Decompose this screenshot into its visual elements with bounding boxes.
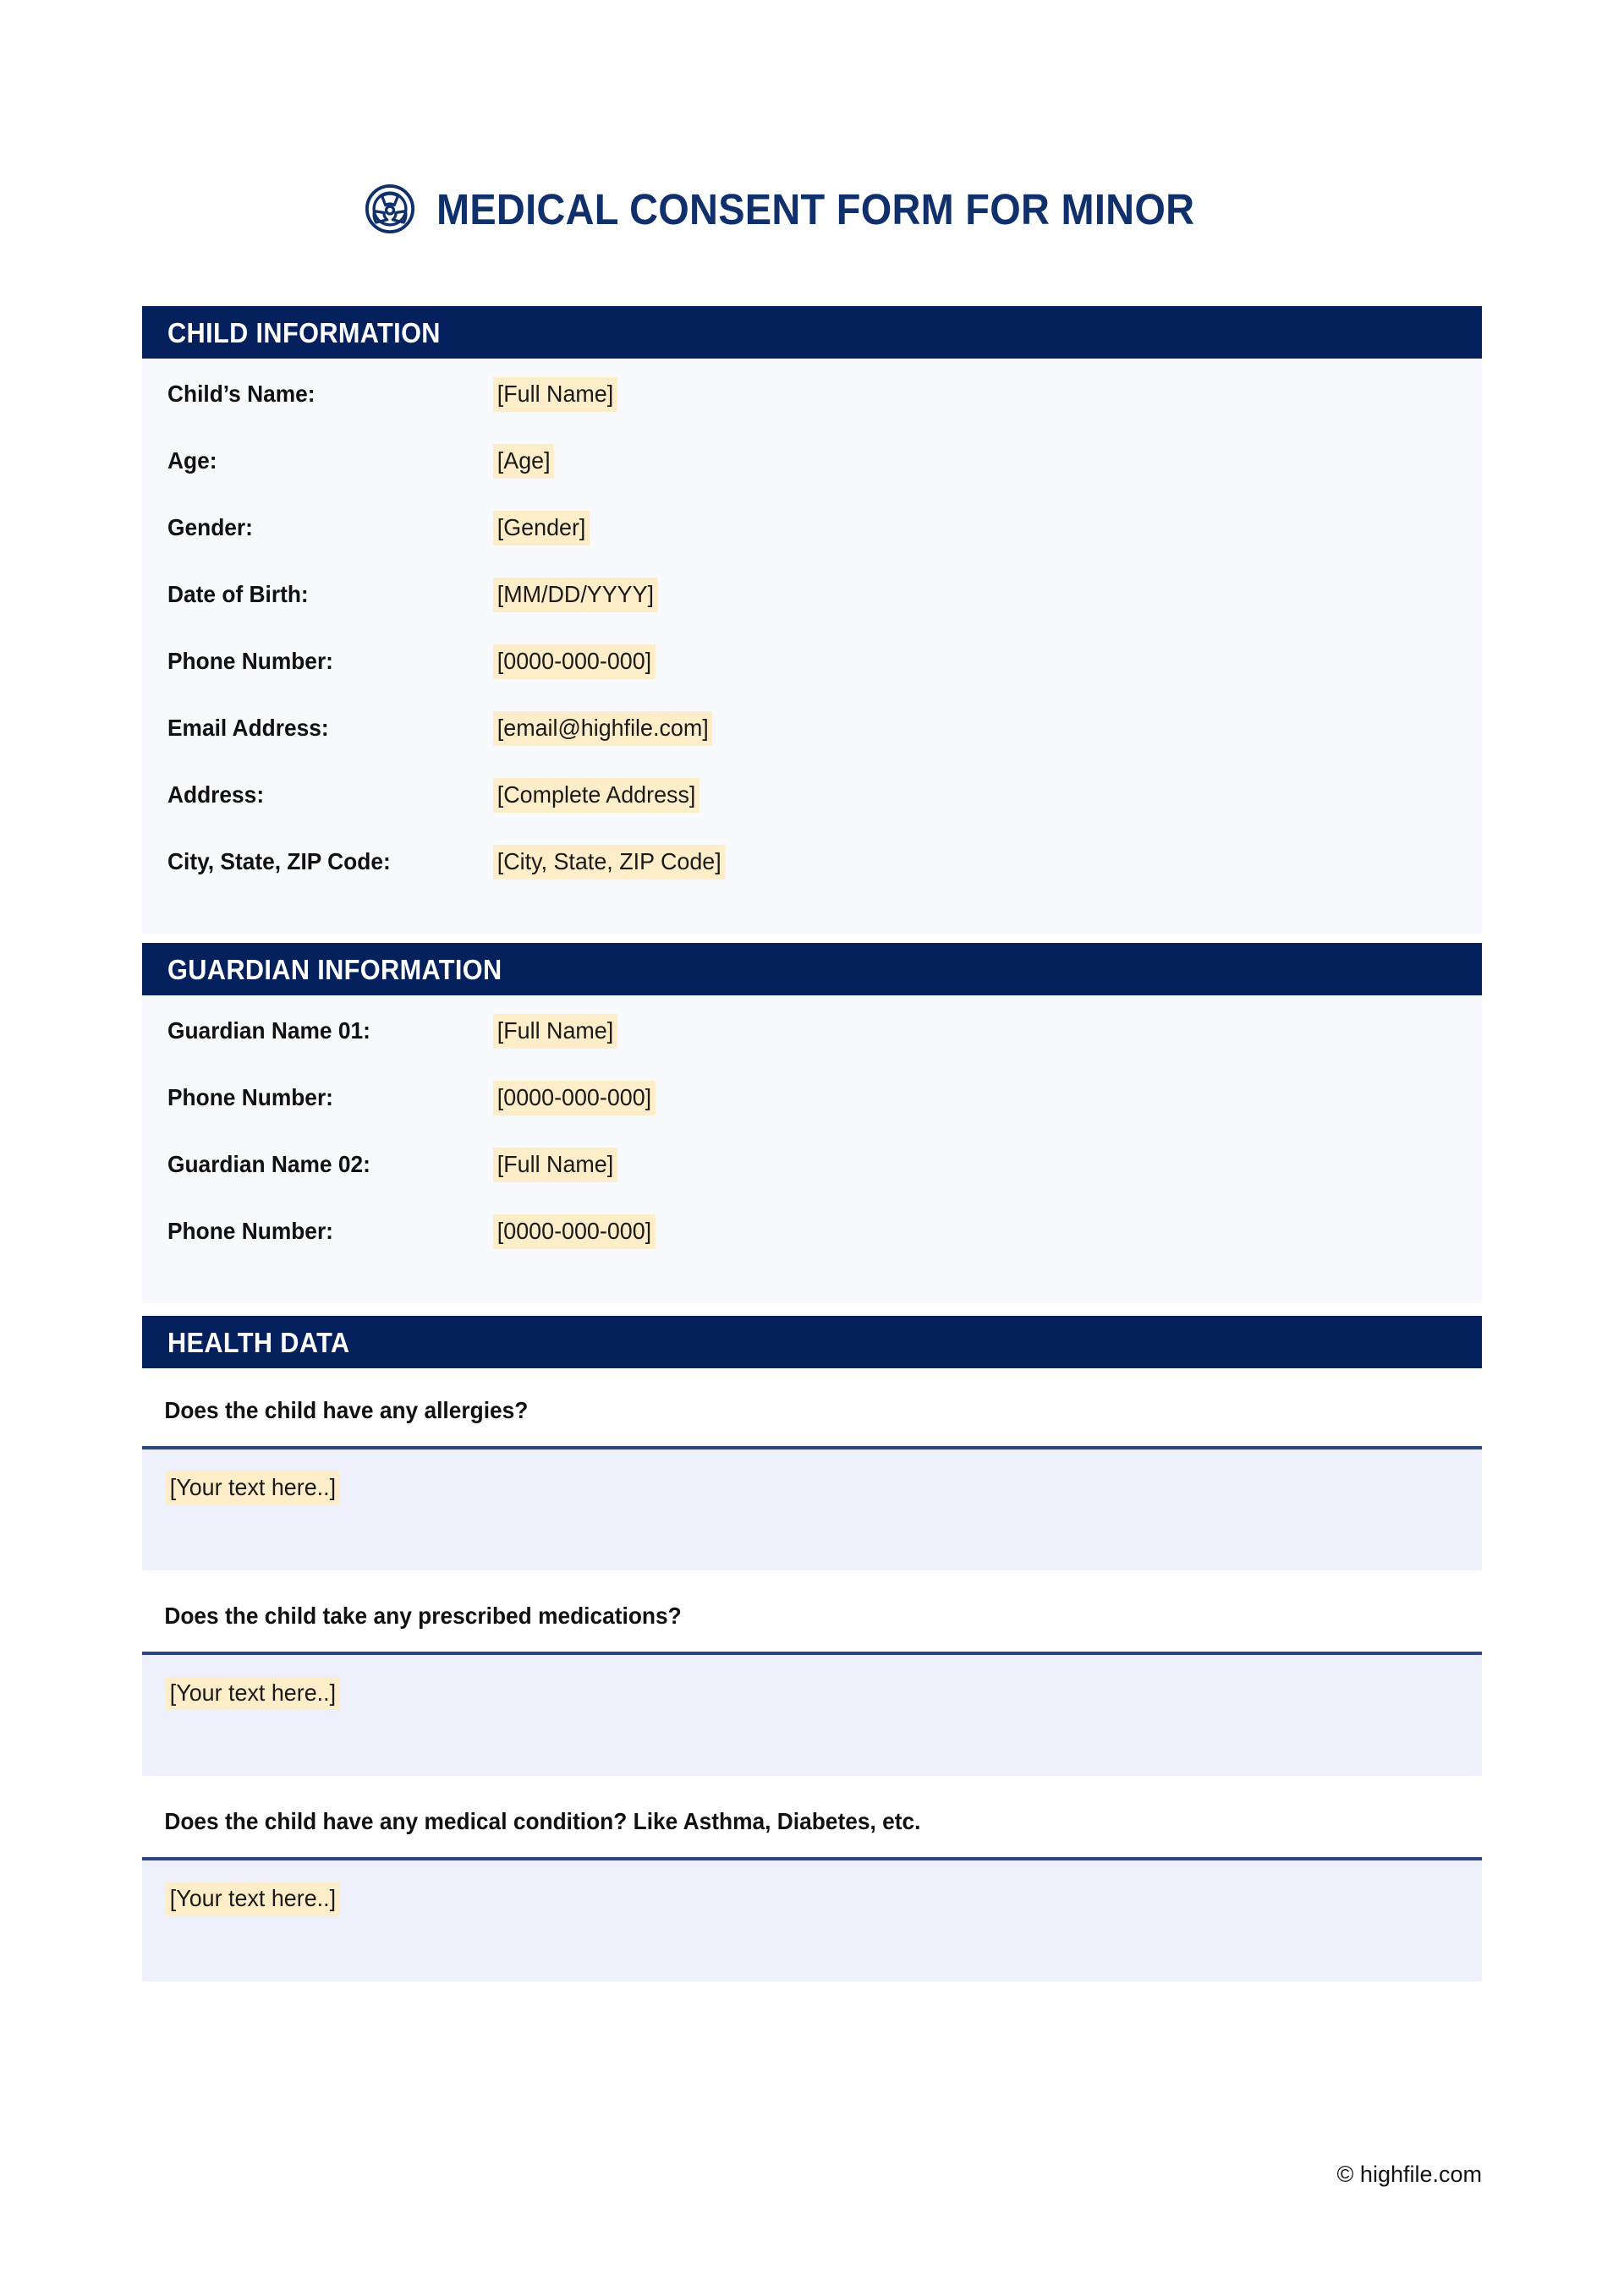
section-header-child-information [142,306,1482,359]
field-row [167,1214,1457,1281]
field-value[interactable]: [Full Name] [493,1148,617,1182]
field-label: Phone Number: [167,648,333,674]
field-label: Guardian Name 01: [167,1017,370,1044]
field-label: Guardian Name 02: [167,1151,370,1177]
field-value[interactable]: [0000-000-000] [493,1081,656,1115]
field-value[interactable]: [City, State, ZIP Code] [493,845,726,879]
section-heading-label: HEALTH DATA [167,1326,350,1358]
field-label: Child’s Name: [167,381,315,407]
question-label: Does the child take any prescribed medications? [164,1603,682,1629]
section-health-data [142,1316,1482,1981]
radiation-medical-symbol-icon [364,183,416,235]
field-label: Address: [167,781,265,808]
field-row [167,444,1457,511]
field-value[interactable]: [MM/DD/YYYY] [493,578,658,612]
field-value[interactable]: [Gender] [493,511,590,545]
section-body-health-data [142,1399,1482,1981]
section-header-guardian-information [142,943,1482,995]
field-row [167,1014,1457,1081]
field-row [167,377,1457,444]
field-label: Phone Number: [167,1084,333,1110]
field-value[interactable]: [0000-000-000] [493,644,656,679]
health-question-block [142,1399,1482,1570]
field-value[interactable]: [Full Name] [493,1014,617,1049]
page-title: MEDICAL CONSENT FORM FOR MINOR [436,184,1195,233]
field-row [167,644,1457,711]
question-label: Does the child have any allergies? [164,1397,529,1423]
answer-placeholder[interactable]: [Your text here..] [166,1882,340,1915]
field-row [167,711,1457,778]
section-body-guardian-information [142,995,1482,1303]
field-row [167,578,1457,644]
field-value[interactable]: [email@highfile.com] [493,711,713,746]
medical-condition-answer-field[interactable] [142,1857,1482,1981]
health-question-block [142,1810,1482,1981]
field-value[interactable]: [Full Name] [493,377,617,412]
field-label: City, State, ZIP Code: [167,848,391,874]
document-title-block [0,183,1624,235]
field-value[interactable]: [Age] [493,444,554,479]
field-row [167,778,1457,845]
health-question-block [142,1604,1482,1776]
field-label: Phone Number: [167,1218,333,1244]
allergies-answer-field[interactable] [142,1446,1482,1570]
field-row [167,1148,1457,1214]
medications-answer-field[interactable] [142,1652,1482,1776]
field-label: Gender: [167,514,253,540]
footer-copyright: © highfile.com [1336,2162,1482,2187]
field-row [167,1081,1457,1148]
section-header-health-data [142,1316,1482,1368]
field-label: Age: [167,447,217,474]
answer-placeholder[interactable]: [Your text here..] [166,1677,340,1710]
field-label: Date of Birth: [167,581,309,607]
section-child-information [142,306,1482,934]
question-label: Does the child have any medical condition? Like Asthma, Diabetes, etc. [164,1808,921,1834]
field-value[interactable]: [Complete Address] [493,778,700,813]
field-row [167,511,1457,578]
section-guardian-information [142,943,1482,1303]
section-heading-label: GUARDIAN INFORMATION [167,953,502,985]
section-body-child-information [142,359,1482,934]
field-value[interactable]: [0000-000-000] [493,1214,656,1249]
field-label: Email Address: [167,715,329,741]
section-heading-label: CHILD INFORMATION [167,316,441,348]
answer-placeholder[interactable]: [Your text here..] [166,1471,340,1504]
field-row [167,845,1457,912]
